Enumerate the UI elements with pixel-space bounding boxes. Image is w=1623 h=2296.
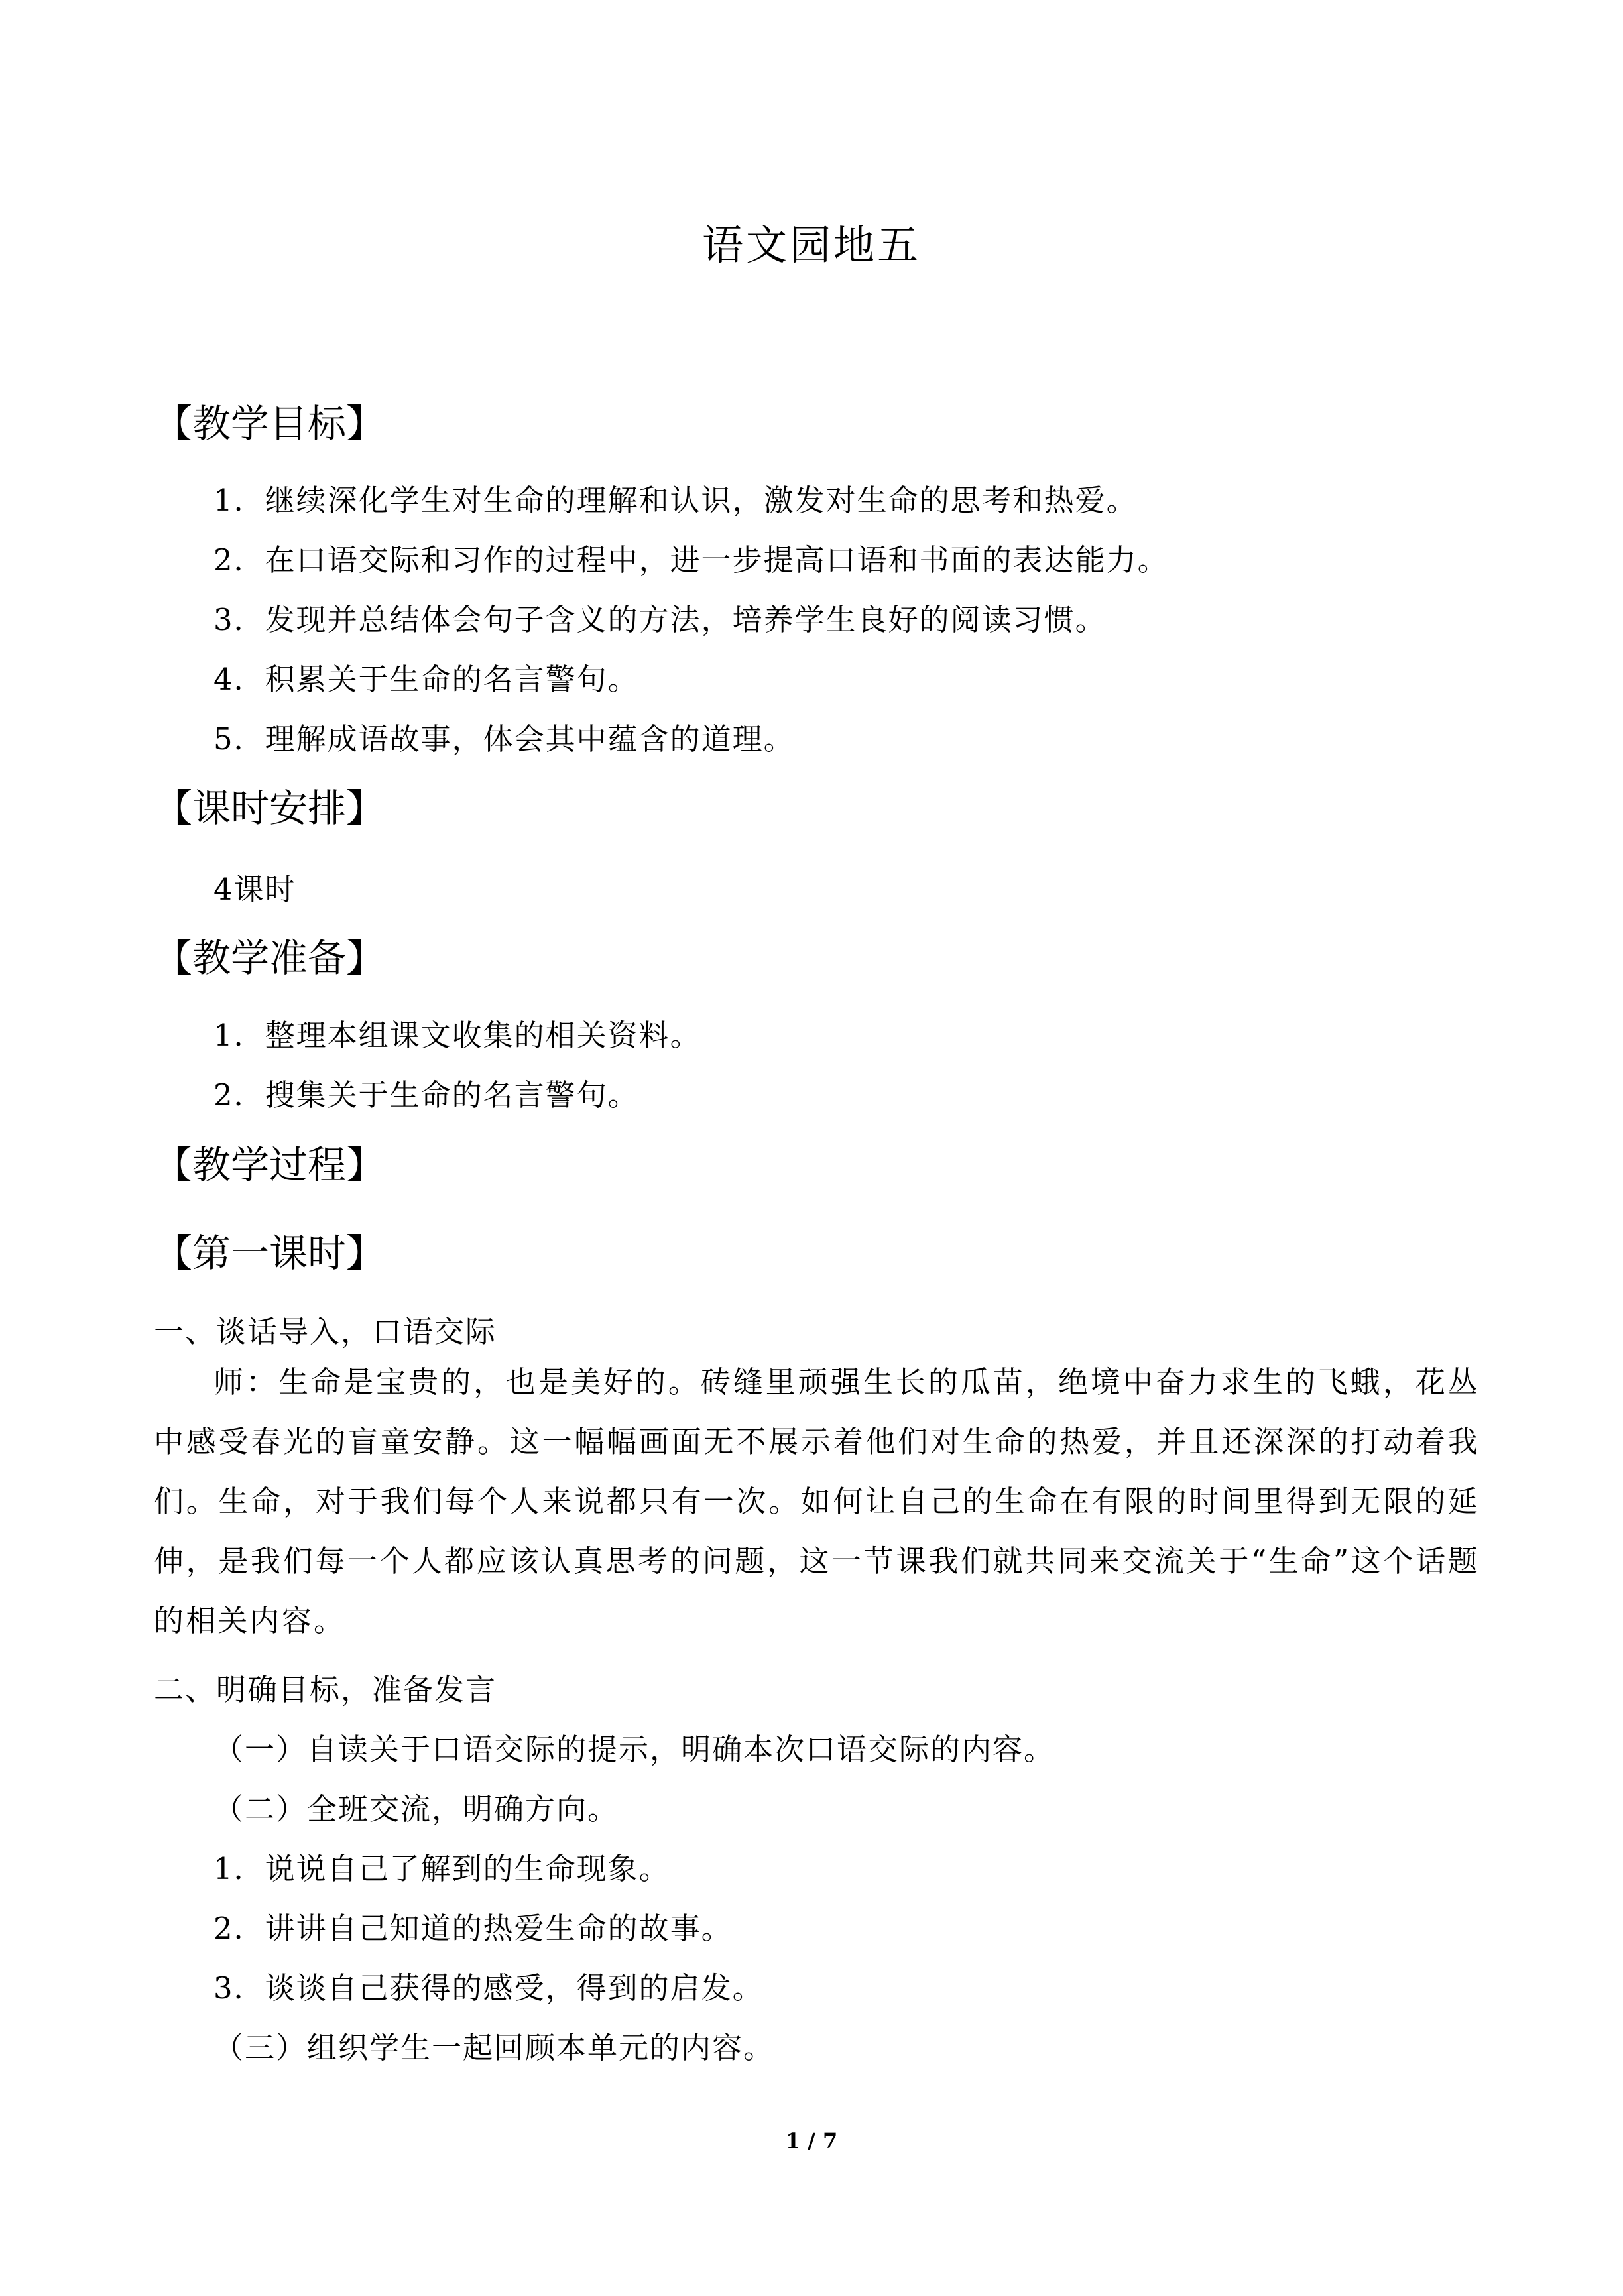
lesson1-sub2-item-1: 1．说说自己了解到的生命现象。 [213,1851,670,1886]
lesson1-part2-title: 二、明确目标，准备发言 [154,1672,497,1707]
goal-item-3: 3．发现并总结体会句子含义的方法，培养学生良好的阅读习惯。 [213,602,1107,637]
section-heading-preparation: 【教学准备】 [154,936,385,981]
goal-item-4: 4．积累关于生命的名言警句。 [213,662,639,697]
section-heading-lesson1: 【第一课时】 [154,1231,385,1276]
lesson1-sub2-item-3: 3．谈谈自己获得的感受，得到的启发。 [213,1970,764,2006]
lesson1-sub3: （三）组织学生一起回顾本单元的内容。 [213,2030,775,2065]
lesson1-sub2: （二）全班交流，明确方向。 [213,1791,619,1827]
schedule-text: 4课时 [213,872,296,907]
goal-item-5: 5．理解成语故事，体会其中蕴含的道理。 [213,721,795,756]
lesson1-sub1: （一）自读关于口语交际的提示，明确本次口语交际的内容。 [213,1732,1055,1767]
section-heading-schedule: 【课时安排】 [154,786,385,831]
preparation-item-2: 2．搜集关于生命的名言警句。 [213,1077,639,1113]
goal-item-2: 2．在口语交际和习作的过程中，进一步提高口语和书面的表达能力。 [213,542,1169,577]
section-heading-goals: 【教学目标】 [154,401,385,446]
goal-item-1: 1．继续深化学生对生命的理解和认识，激发对生命的思考和热爱。 [213,483,1138,518]
document-title: 语文园地五 [701,221,921,269]
lesson1-sub2-item-2: 2．讲讲自己知道的热爱生命的故事。 [213,1911,733,1946]
lesson1-part1-title: 一、谈话导入，口语交际 [154,1314,497,1349]
preparation-item-1: 1．整理本组课文收集的相关资料。 [213,1018,701,1053]
lesson1-part1-paragraph: 师：生命是宝贵的，也是美好的。砖缝里顽强生长的瓜苗，绝境中奋力求生的飞蛾，花丛中感受春光的盲童安静。这一幅幅画面无不展示着他们对生命的热爱，并且还深深的打动着我们。生命，对于我们每个人来说都只有一次。如何让自己的生命在有限的时间里得到无限的延伸，是我们每一个人都应该认真思考的问题，这一节课我们就共同来交流关于“生命”这个话题的相关内容。 [154,1364,1480,1638]
section-heading-process: 【教学过程】 [154,1142,385,1187]
page-number: 1 / 7 [785,2128,838,2153]
